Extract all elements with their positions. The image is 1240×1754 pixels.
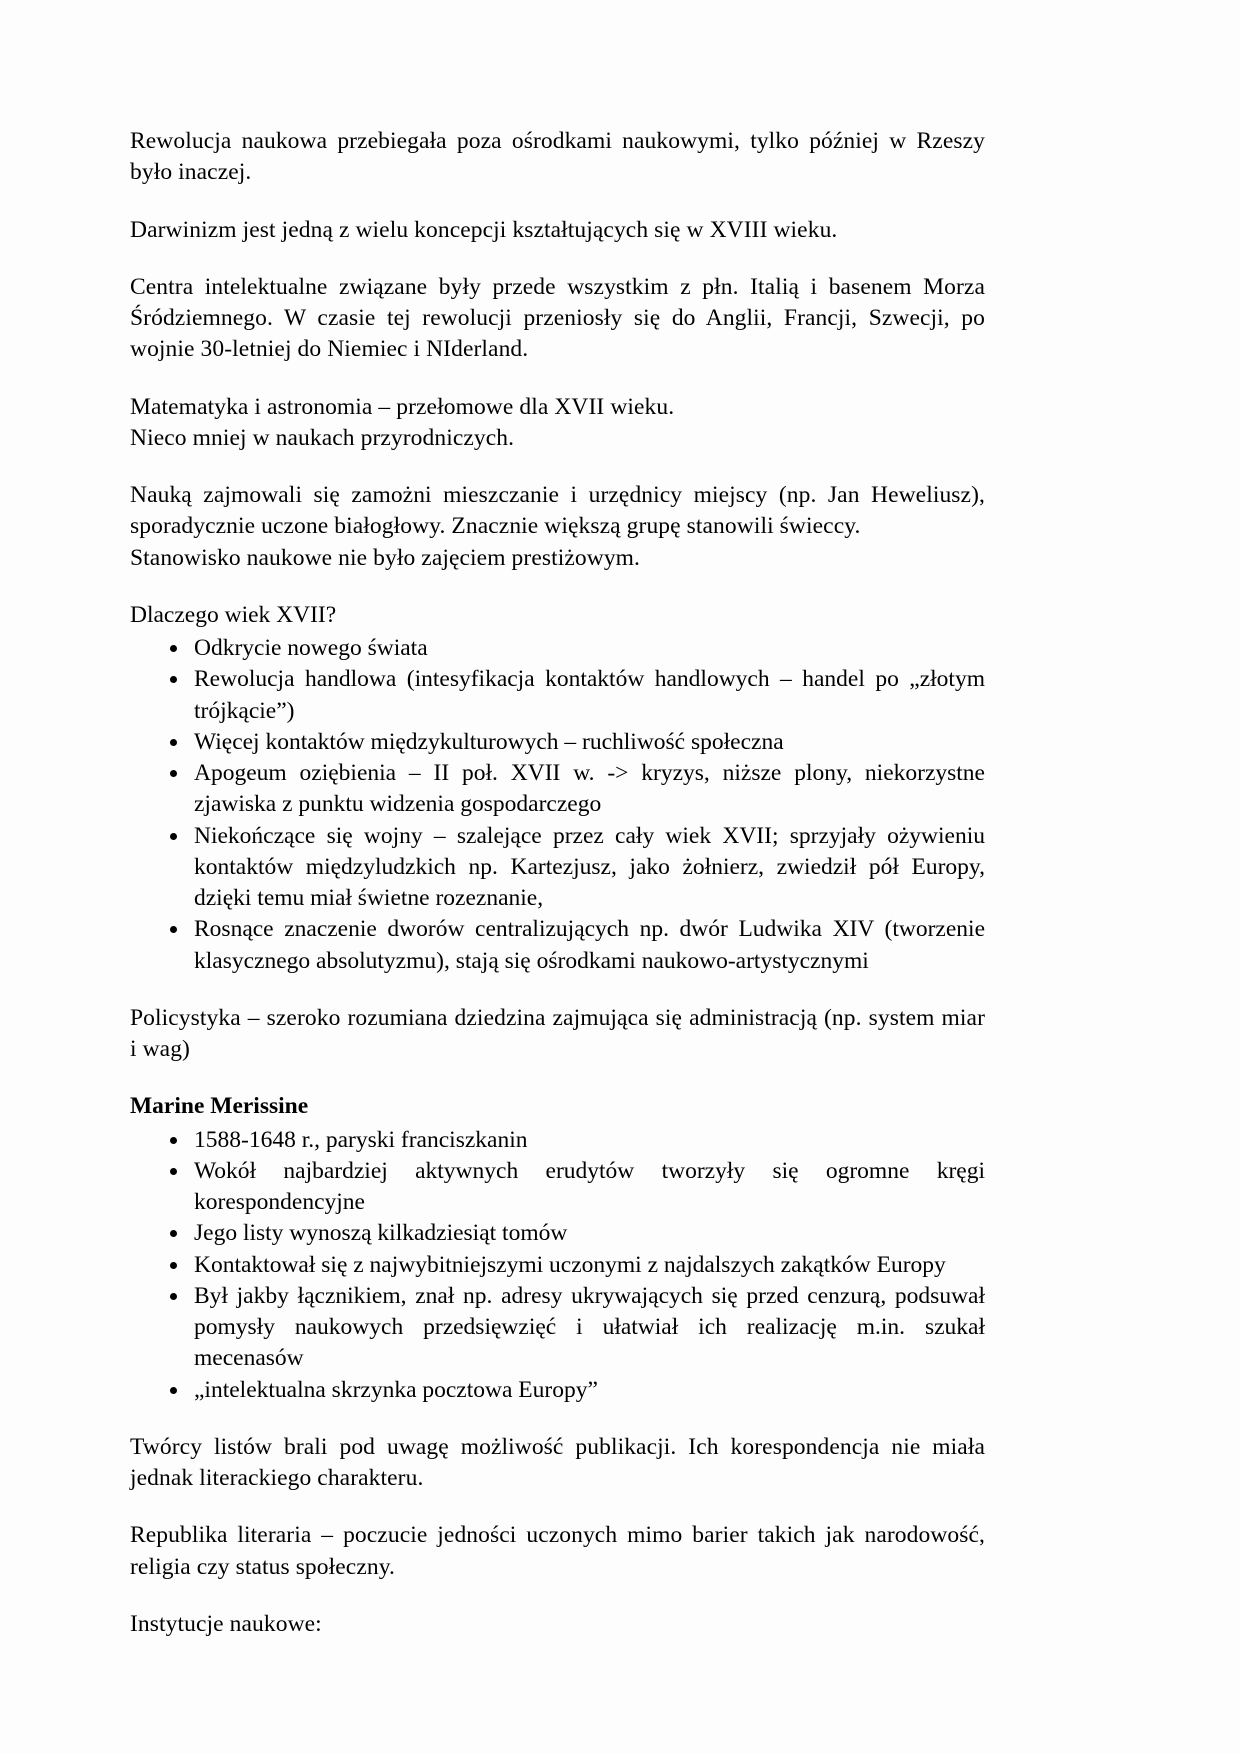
paragraph-instytucje-naukowe: Instytucje naukowe: [130, 1610, 322, 1637]
paragraph-rewolucja-naukowa: Rewolucja naukowa przebiegała poza ośrodkami naukowymi, tylko później w Rzeszy było inaczej. [130, 128, 985, 186]
list-item [130, 1375, 985, 1406]
list-item-text: Niekończące się wojny – szalejące przez cały wiek XVII; sprzyjały ożywieniu kontaktów międzyludzkich np. Kartezjusz, jako żołnierz, zwiedził pół Europy, dzięki temu miał świetne rozeznanie, [194, 822, 985, 911]
list-item-text: Kontaktował się z najwybitniejszymi uczonymi z najdalszych zakątków Europy [194, 1251, 946, 1278]
bullet-dot-icon [170, 1230, 177, 1237]
paragraph-nauki-przyrodnicze: Nieco mniej w naukach przyrodniczych. [130, 424, 515, 451]
list-item [130, 914, 985, 977]
bullet-dot-icon [170, 1387, 177, 1394]
list-marine-merissine [130, 1125, 985, 1406]
list-item [130, 1250, 985, 1281]
bullet-dot-icon [170, 1293, 177, 1300]
bullet-dot-icon [170, 1262, 177, 1269]
paragraph-nauka-mieszczanie: Nauką zajmowali się zamożni mieszczanie i urzędnicy miejscy (np. Jan Heweliusz), sporadycznie uczone białogłowy. Znacznie większą grupę stanowili świeccy. [130, 482, 985, 540]
bullet-dot-icon [170, 770, 177, 777]
list-item-text: Wokół najbardziej aktywnych erudytów tworzyły się ogromne kręgi korespondencyjne [194, 1157, 985, 1215]
document-text-column [130, 126, 985, 1666]
bullet-dot-icon [170, 833, 177, 840]
paragraph-republika-literaria: Republika literaria – poczucie jedności uczonych mimo barier takich jak narodowość, religia czy status społeczny. [130, 1522, 985, 1580]
bullet-dot-icon [170, 645, 177, 652]
paragraph-matematyka-astronomia: Matematyka i astronomia – przełomowe dla XVII wieku. [130, 393, 675, 420]
heading-dlaczego-wiek-xvii: Dlaczego wiek XVII? [130, 601, 337, 628]
list-item [130, 1281, 985, 1375]
list-item-text: Więcej kontaktów międzykulturowych – ruchliwość społeczna [194, 728, 784, 755]
list-item-text: Odkrycie nowego świata [194, 635, 428, 661]
list-item [130, 758, 985, 821]
list-item-text: Był jakby łącznikiem, znał np. adresy ukrywających się przed cenzurą, podsuwał pomysły naukowych przedsięwzięć i ułatwiał ich realizację m.in. szukał mecenasów [194, 1282, 985, 1372]
list-item-text: Rosnące znaczenie dworów centralizujących np. dwór Ludwika XIV (tworzenie klasycznego absolutyzmu), stają się ośrodkami naukowo-artystycznymi [194, 916, 985, 974]
list-item-text: Apogeum oziębienia – II poł. XVII w. -> kryzys, niższe plony, niekorzystne zjawiska z punktu widzenia gospodarczego [194, 760, 985, 818]
paragraph-centra-intelektualne: Centra intelektualne związane były przede wszystkim z płn. Italią i basenem Morza Śródziemnego. W czasie tej rewolucji przeniosły się do Anglii, Francji, Szwecji, po wojnie 30-letniej do Niemiec i NIderland. [130, 273, 985, 363]
bullet-dot-icon [170, 739, 177, 746]
list-dlaczego-wiek-xvii [130, 633, 985, 977]
bullet-dot-icon [170, 1137, 177, 1144]
paragraph-stanowisko-naukowe: Stanowisko naukowe nie było zajęciem prestiżowym. [130, 544, 641, 571]
bullet-dot-icon [170, 676, 177, 683]
paragraph-darwinizm: Darwinizm jest jedną z wielu koncepcji kształtujących się w XVIII wieku. [130, 216, 838, 243]
list-item [130, 633, 985, 664]
list-item [130, 1218, 985, 1249]
list-item [130, 821, 985, 915]
list-item-text: Rewolucja handlowa (intesyfikacja kontaktów handlowych – handel po „złotym trójkącie”) [194, 666, 985, 724]
list-item-text: 1588-1648 r., paryski franciszkanin [194, 1126, 528, 1153]
list-item [130, 1125, 985, 1156]
list-item [130, 727, 985, 758]
paragraph-tworcy-listow: Twórcy listów brali pod uwagę możliwość publikacji. Ich korespondencja nie miała jednak literackiego charakteru. [130, 1433, 985, 1491]
list-item [130, 664, 985, 727]
heading-marine-merissine: Marine Merissine [130, 1093, 309, 1120]
paragraph-policystyka: Policystyka – szeroko rozumiana dziedzina zajmująca się administracją (np. system miar i wag) [130, 1004, 985, 1062]
list-item-text: „intelektualna skrzynka pocztowa Europy” [194, 1376, 598, 1403]
bullet-dot-icon [170, 1168, 177, 1175]
list-item [130, 1156, 985, 1219]
list-item-text: Jego listy wynoszą kilkadziesiąt tomów [194, 1220, 568, 1247]
bullet-dot-icon [170, 926, 177, 933]
